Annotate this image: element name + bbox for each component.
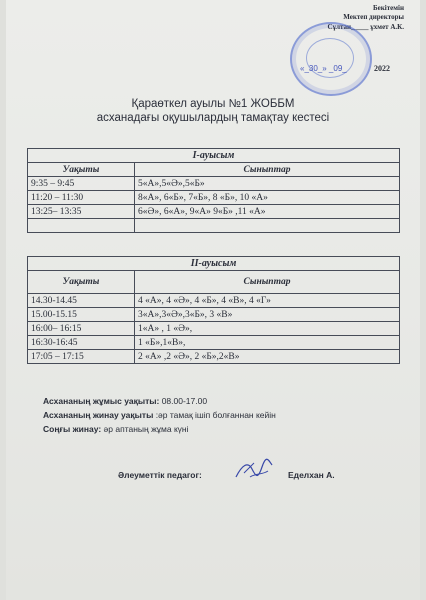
table-row <box>28 308 400 322</box>
row-classes: 5«А»,5«Ә»,5«Б» <box>135 177 400 191</box>
document-title-line1: Қараөткел ауылы №1 ЖОББМ <box>131 98 295 110</box>
official-stamp-seal <box>290 22 372 96</box>
signoff-name: Еделхан А. <box>288 470 335 480</box>
shift2-col-time: Уақыты <box>28 271 135 294</box>
row-time: 13:25– 13:35 <box>28 205 135 219</box>
table-row <box>28 350 400 364</box>
canteen-cleaning-label: Асхананың жинау уақыты <box>43 410 154 420</box>
row-classes: 3«А»,3«Ә»,3«Б», 3 «В» <box>135 308 400 322</box>
row-time <box>28 219 135 233</box>
row-time: 16:30-16:45 <box>28 336 135 350</box>
shift1-col-classes: Сыныптар <box>135 163 400 177</box>
row-time: 11:20 – 11:30 <box>28 191 135 205</box>
row-time: 14.30-14.45 <box>28 294 135 308</box>
table-row <box>28 205 400 219</box>
row-time: 9:35 – 9:45 <box>28 177 135 191</box>
handwritten-signature <box>232 455 276 485</box>
shift2-title: II-ауысым <box>28 257 400 271</box>
row-classes: 8«А», 6«Б», 7«Б», 8 «Б», 10 «А» <box>135 191 400 205</box>
document-title-line2: асханадағы оқушылардың тамақтау кестесі <box>96 112 330 124</box>
table-row <box>28 219 400 233</box>
row-classes: 4 «А», 4 «Ә», 4 «Б», 4 «В», 4 «Г» <box>135 294 400 308</box>
signoff-role: Әлеуметтік педагог: <box>118 470 202 480</box>
row-classes: 6«Ә», 6«А», 9«А» 9«Б» ,11 «А» <box>135 205 400 219</box>
shift2-col-classes: Сыныптар <box>135 271 400 294</box>
approval-year: 2022 <box>374 64 390 73</box>
table-row <box>28 322 400 336</box>
shift1-title: I-ауысым <box>28 149 400 163</box>
canteen-cleaning <box>43 410 276 420</box>
row-classes <box>135 219 400 233</box>
canteen-hours-label: Асхананың жұмыс уақыты: <box>43 396 160 406</box>
canteen-hours-value: 08.00-17.00 <box>159 396 208 406</box>
table-row <box>28 177 400 191</box>
table-row <box>28 336 400 350</box>
final-cleaning-label: Соңғы жинау: <box>43 424 102 434</box>
row-time: 16:00– 16:15 <box>28 322 135 336</box>
shift1-col-time: Уақыты <box>28 163 135 177</box>
shift1-table <box>27 148 400 233</box>
shift2-table <box>27 256 400 364</box>
final-cleaning-value: әр аптаның жұма күні <box>101 424 189 434</box>
approval-date: «_30_» _09_ <box>300 64 347 73</box>
row-classes: 2 «А» ,2 «Ә», 2 «Б»,2«В» <box>135 350 400 364</box>
approval-title: Бекітемін <box>372 4 404 12</box>
row-time: 15.00-15.15 <box>28 308 135 322</box>
row-classes: 1 «Б»,1«В», <box>135 336 400 350</box>
final-cleaning <box>43 424 189 434</box>
row-time: 17:05 – 17:15 <box>28 350 135 364</box>
canteen-cleaning-value: :әр тамақ ішіп болғаннан кейін <box>153 410 276 420</box>
row-classes: 1«А» , 1 «Ә», <box>135 322 400 336</box>
table-row <box>28 294 400 308</box>
canteen-hours <box>43 396 207 406</box>
approval-name: Сұлтан_____ ұхмет А.К. <box>327 22 404 31</box>
approval-role: Мектеп директоры <box>343 13 404 22</box>
table-row <box>28 191 400 205</box>
